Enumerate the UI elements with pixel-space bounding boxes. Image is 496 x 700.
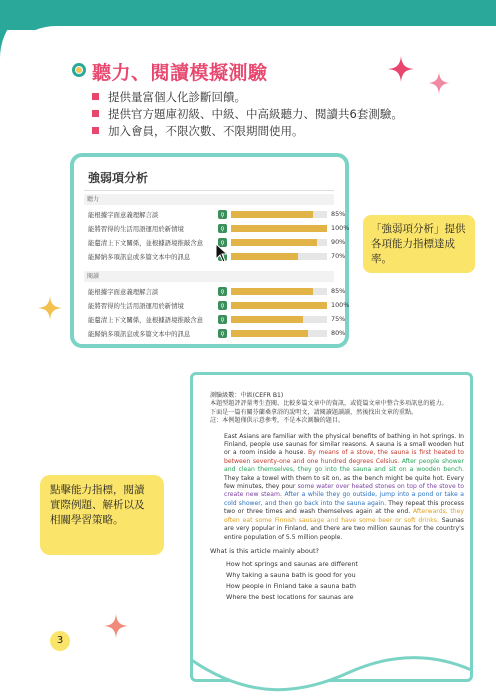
progress-fill [231, 302, 327, 309]
progress-track [231, 288, 327, 295]
question-text: What is this article mainly about? [210, 546, 319, 555]
hint-icon[interactable]: ϙ [218, 329, 227, 338]
progress-fill [231, 239, 317, 246]
bullet-square-icon [92, 110, 99, 117]
feature-text: 提供量富個人化診斷回饋。 [108, 89, 246, 104]
percent-value: 100% [331, 301, 350, 309]
skill-row[interactable] [88, 251, 346, 263]
reading-section-header: 閱讀 [84, 271, 334, 282]
skill-row[interactable] [88, 314, 346, 326]
indicator-callout: 點擊能力指標，閱讀實際例題、解析以及相關學習策略。 [40, 475, 164, 555]
sheet-wave-edge [190, 640, 473, 698]
progress-fill [231, 288, 313, 295]
progress-track [231, 211, 327, 218]
divider [84, 190, 334, 191]
percent-value: 85% [331, 210, 346, 218]
page-number: 3 [50, 631, 70, 651]
skill-row[interactable] [88, 209, 346, 221]
percent-value: 70% [331, 252, 346, 260]
progress-track [231, 330, 327, 337]
progress-track [231, 239, 327, 246]
skill-label[interactable]: 能釐清上下文關係，並根據語境推敲含意 [88, 239, 204, 247]
analysis-callout: 「強弱項分析」提供各項能力指標達成率。 [363, 215, 475, 273]
passage-text: They repeat this process two or three times and wash themselves again at the end. [224, 499, 465, 516]
highlight-red: By means of a stove, the sauna is first heated to between seventy-one and one hundred degrees Celsius. [224, 449, 464, 465]
highlight-purple: some water over heated stones on top of the stove to create new steam. [224, 483, 464, 499]
skill-row[interactable] [88, 223, 350, 235]
sparkle-icon [388, 56, 414, 82]
passage-text: Saunas are very popular in Finland, and there are two million saunas for the country's entire population of 5.5 million people. [224, 516, 464, 541]
percent-value: 85% [331, 287, 346, 295]
answer-option[interactable]: Where the best locations for saunas are [226, 592, 354, 601]
skill-label[interactable]: 能將習得的生活用語運用於新情境 [88, 225, 184, 233]
bullet-square-icon [92, 93, 99, 100]
highlight-orange: Afterwards, they often eat some Finnish sausage and have some beer or soft drinks. [224, 508, 464, 524]
hint-icon[interactable]: ϙ [218, 315, 227, 324]
progress-fill [231, 330, 308, 337]
skill-label[interactable]: 能釐清上下文關係，並根據語境推敲含意 [88, 316, 204, 324]
bullet-square-icon [92, 127, 99, 134]
sample-question [210, 392, 466, 603]
progress-fill [231, 225, 327, 232]
skill-row[interactable] [88, 237, 346, 249]
feature-text: 提供官方題庫初級、中級、中高級聽力、閱讀共6套測驗。 [108, 106, 403, 121]
feature-item [92, 122, 403, 139]
mouse-pointer-icon [215, 243, 229, 263]
hint-icon[interactable]: ϙ [218, 210, 227, 219]
skill-row[interactable] [88, 286, 346, 298]
highlight-green: After people shower and clean themselves, they go into the sauna and sit on a wooden bench. [224, 457, 464, 474]
feature-item [92, 105, 403, 122]
percent-value: 75% [331, 315, 346, 323]
passage-text: They take a towel with them to sit on, as the bench might be quite hot. Every few minutes, they pour [224, 474, 464, 491]
reading-passage [224, 433, 464, 542]
highlight-blue: After a while they go outside, jump into a pond or take a cold shower, and then go back into the sauna again. [224, 491, 464, 507]
title-dot-icon [76, 67, 82, 73]
progress-fill [231, 316, 303, 323]
answer-options [226, 559, 466, 603]
feature-text: 加入會員，不限次數、不限期間使用。 [108, 123, 304, 138]
progress-fill [231, 211, 313, 218]
passage-text: East Asians are familiar with the physical benefits of bathing in hot springs. In Finland, people use saunas for similar reasons. A sauna is a small wooden hut or a room inside a house. [224, 432, 464, 457]
page-title: 聽力、閱讀模擬測驗 [92, 62, 268, 84]
sparkle-icon [38, 296, 62, 320]
progress-track [231, 253, 327, 260]
card-title: 強弱項分析 [88, 171, 149, 185]
skill-label[interactable]: 能歸納多項訊息或多篇文本中的訊息 [88, 253, 191, 261]
skill-label[interactable]: 能歸納多項訊息或多篇文本中的訊息 [88, 330, 191, 338]
test-note: 註：本例題僅供示意參考，不是本次測驗的題目。 [210, 417, 345, 425]
answer-option[interactable]: How people in Finland take a sauna bath [226, 581, 357, 590]
answer-option[interactable]: How hot springs and saunas are different [226, 559, 358, 568]
strength-analysis-card [70, 153, 349, 348]
hint-icon[interactable]: ϙ [218, 287, 227, 296]
percent-value: 100% [331, 224, 350, 232]
hint-icon[interactable]: ϙ [218, 224, 227, 233]
progress-track [231, 225, 327, 232]
feature-list [92, 88, 403, 139]
sparkle-icon [428, 72, 450, 94]
hint-icon[interactable]: ϙ [218, 238, 227, 247]
skill-label[interactable]: 能將習得的生活用語運用於新情境 [88, 302, 184, 310]
answer-option[interactable]: Why taking a sauna bath is good for you [226, 570, 356, 579]
percent-value: 90% [331, 238, 346, 246]
progress-track [231, 316, 327, 323]
test-description: 本題型題評評量考生查閱、比較多篇文章中的資訊，或從篇文章中整合多項訊息的能力。 [210, 400, 448, 408]
hint-icon[interactable]: ϙ [218, 301, 227, 310]
skill-label[interactable]: 能根據字面意義理解言談 [88, 211, 159, 219]
percent-value: 80% [331, 329, 346, 337]
test-level: 測驗級數：中級(CEFR B1) [210, 392, 284, 399]
feature-item [92, 88, 403, 105]
skill-label[interactable]: 能根據字面意義理解言談 [88, 288, 159, 296]
sparkle-icon [104, 614, 128, 638]
skill-row[interactable] [88, 300, 350, 312]
test-instruction: 下面是一篇有關芬蘭桑拿浴的說明文，請閱讀題讀讀，然後找出文章的重點。 [210, 408, 418, 416]
progress-track [231, 302, 327, 309]
progress-fill [231, 253, 298, 260]
skill-row[interactable] [88, 328, 346, 340]
listening-section-header: 聽力 [84, 194, 334, 205]
